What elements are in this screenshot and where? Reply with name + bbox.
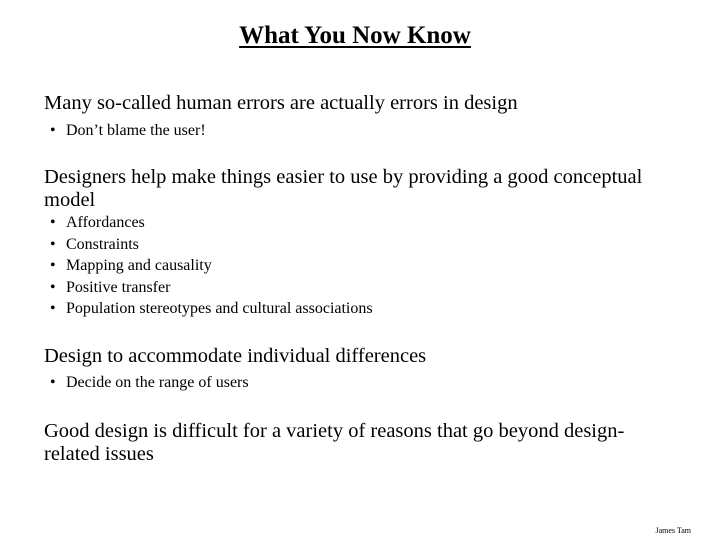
point-conceptual-model: Designers help make things easier to use by providing a good conceptual model: [44, 166, 643, 211]
list-item: • Mapping and causality: [48, 255, 373, 277]
bullet-icon: •: [50, 278, 56, 296]
list-item: • Don’t blame the user!: [48, 120, 206, 142]
point-good-design-difficult: Good design is difficult for a variety of reasons that go beyond design-related issues: [44, 420, 625, 465]
sublist-conceptual-model: [48, 212, 373, 320]
bullet-icon: •: [50, 374, 56, 391]
bullet-icon: •: [50, 214, 56, 231]
point-design-errors: Many so-called human errors are actually errors in design: [44, 92, 518, 114]
point-individual-differences: Design to accommodate individual differences: [44, 345, 427, 367]
list-item: • Population stereotypes and cultural associations: [48, 298, 373, 320]
sublist-individual-differences: [48, 372, 249, 394]
sublist-design-errors: [48, 120, 206, 142]
bullet-icon: •: [50, 235, 56, 253]
bullet-icon: •: [50, 122, 56, 139]
bullet-icon: •: [50, 257, 56, 274]
list-item: • Positive transfer: [48, 277, 373, 299]
bullet-icon: •: [50, 300, 56, 317]
list-item: • Affordances: [48, 212, 373, 234]
author-footer: James Tam: [655, 526, 691, 535]
slide-title: What You Now Know: [239, 22, 471, 49]
list-item: • Decide on the range of users: [48, 372, 249, 394]
list-item: • Constraints: [48, 234, 373, 256]
